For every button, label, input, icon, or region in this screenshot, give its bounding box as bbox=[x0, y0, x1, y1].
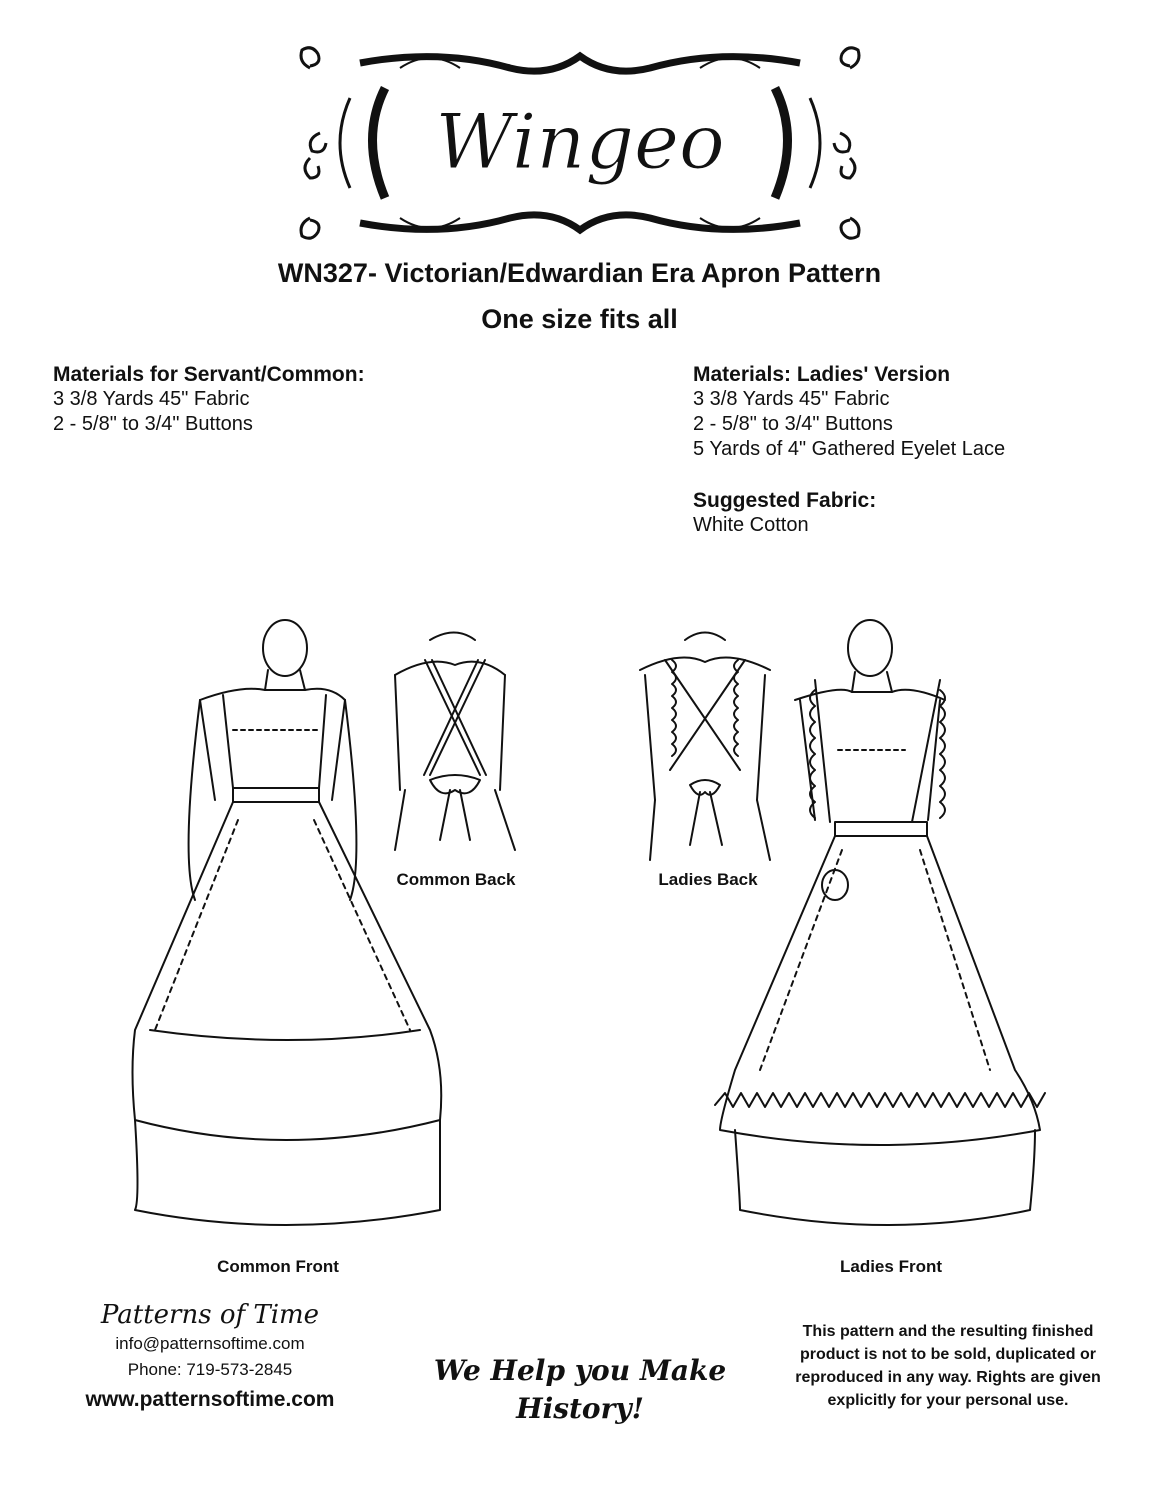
materials-ladies-item: 3 3/8 Yards 45" Fabric bbox=[693, 388, 890, 410]
suggested-fabric-value: White Cotton bbox=[693, 514, 809, 536]
brand-block bbox=[50, 1300, 370, 1412]
materials-common-item: 2 - 5/8" to 3/4" Buttons bbox=[53, 413, 253, 435]
materials-ladies-item: 2 - 5/8" to 3/4" Buttons bbox=[693, 413, 893, 435]
materials-common-heading: Materials for Servant/Common: bbox=[53, 363, 365, 386]
caption-common-front: Common Front bbox=[217, 1257, 339, 1276]
contact-email[interactable]: info@patternsoftime.com bbox=[115, 1334, 305, 1353]
apron-illustrations bbox=[0, 600, 1159, 1260]
caption-common-back: Common Back bbox=[396, 870, 516, 889]
pattern-subtitle: One size fits all bbox=[481, 304, 678, 334]
materials-common bbox=[53, 362, 365, 437]
slogan bbox=[420, 1352, 740, 1428]
ladies-front-drawing bbox=[715, 620, 1045, 1225]
website-link[interactable]: www.patternsoftime.com bbox=[85, 1388, 335, 1411]
wingeo-logo bbox=[290, 38, 870, 248]
slogan-line: We Help you Make bbox=[433, 1354, 727, 1387]
materials-ladies-heading: Materials: Ladies' Version bbox=[693, 363, 951, 386]
pattern-title: WN327- Victorian/Edwardian Era Apron Pattern bbox=[277, 258, 882, 288]
materials-common-item: 3 3/8 Yards 45" Fabric bbox=[53, 388, 250, 410]
slogan-line: History! bbox=[516, 1392, 644, 1425]
legal-line: product is not to be sold, duplicated or bbox=[800, 1346, 1096, 1363]
ladies-back-drawing bbox=[640, 633, 770, 861]
materials-ladies bbox=[693, 362, 1005, 462]
caption-ladies-front: Ladies Front bbox=[839, 1257, 942, 1276]
common-front-drawing bbox=[133, 620, 442, 1225]
common-back-drawing bbox=[395, 633, 515, 851]
brand-name: Patterns of Time bbox=[100, 1300, 320, 1330]
contact-phone: Phone: 719-573-2845 bbox=[127, 1360, 293, 1379]
caption-ladies-back: Ladies Back bbox=[658, 870, 758, 889]
legal-line: explicitly for your personal use. bbox=[827, 1392, 1069, 1409]
svg-text:Wingeo: Wingeo bbox=[435, 97, 725, 186]
legal-line: reproduced in any way. Rights are given bbox=[795, 1369, 1101, 1386]
legal-notice bbox=[778, 1320, 1118, 1412]
suggested-fabric bbox=[693, 488, 876, 538]
suggested-fabric-heading: Suggested Fabric: bbox=[693, 489, 877, 512]
materials-ladies-item: 5 Yards of 4" Gathered Eyelet Lace bbox=[693, 438, 1006, 460]
legal-line: This pattern and the resulting finished bbox=[802, 1323, 1094, 1340]
